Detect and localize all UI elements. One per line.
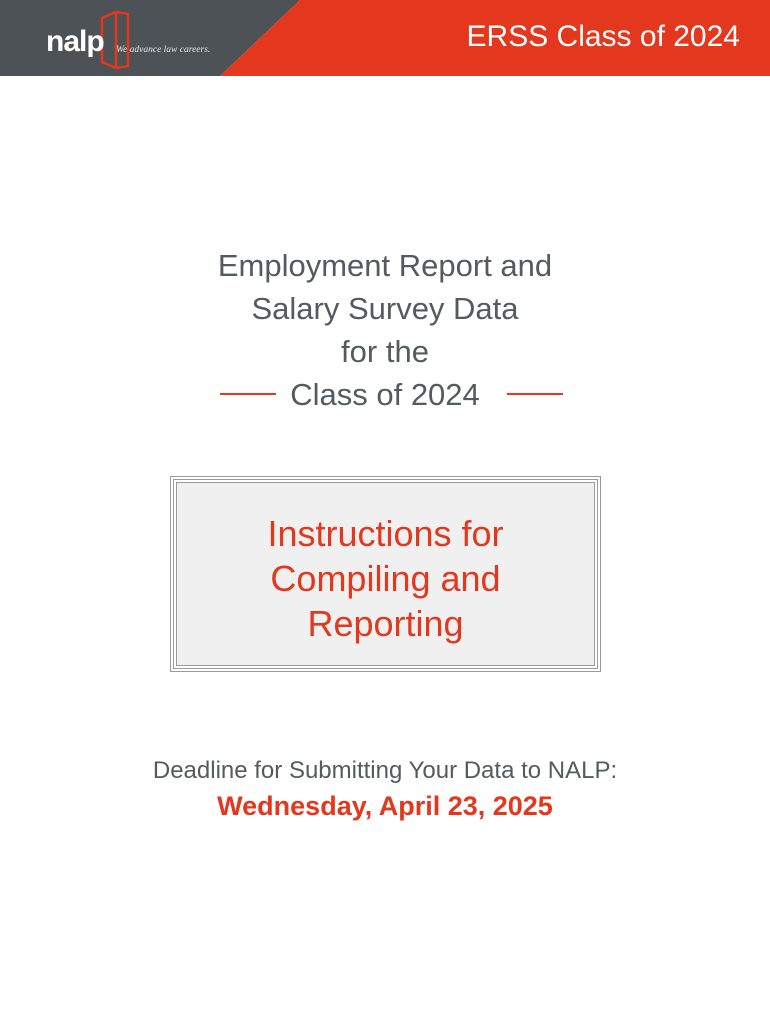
instructions-box [170,476,601,672]
instructions-line-3: Reporting [307,603,464,644]
logo-wordmark: nalp [46,25,104,58]
title-rule-left [220,393,276,395]
instructions-box-panel [176,482,595,666]
title-line-3: for the [341,334,429,369]
instructions-line-1: Instructions for [267,513,504,554]
page-header [0,0,770,76]
deadline-date: Wednesday, April 23, 2025 [217,791,553,821]
document-title [0,244,770,416]
nalp-logo [46,10,211,70]
title-line-2: Salary Survey Data [251,291,519,326]
title-line-1: Employment Report and [217,248,553,283]
instructions-line-2: Compiling and [270,558,501,599]
deadline-label: Deadline for Submitting Your Data to NALP: [152,757,618,784]
header-title: ERSS Class of 2024 [466,20,740,53]
logo-tagline: We advance law careers. [116,45,211,55]
title-line-4: Class of 2024 [290,377,480,412]
title-rule-right [507,393,563,395]
instructions-box-border [173,479,598,669]
instructions-heading [177,511,594,646]
